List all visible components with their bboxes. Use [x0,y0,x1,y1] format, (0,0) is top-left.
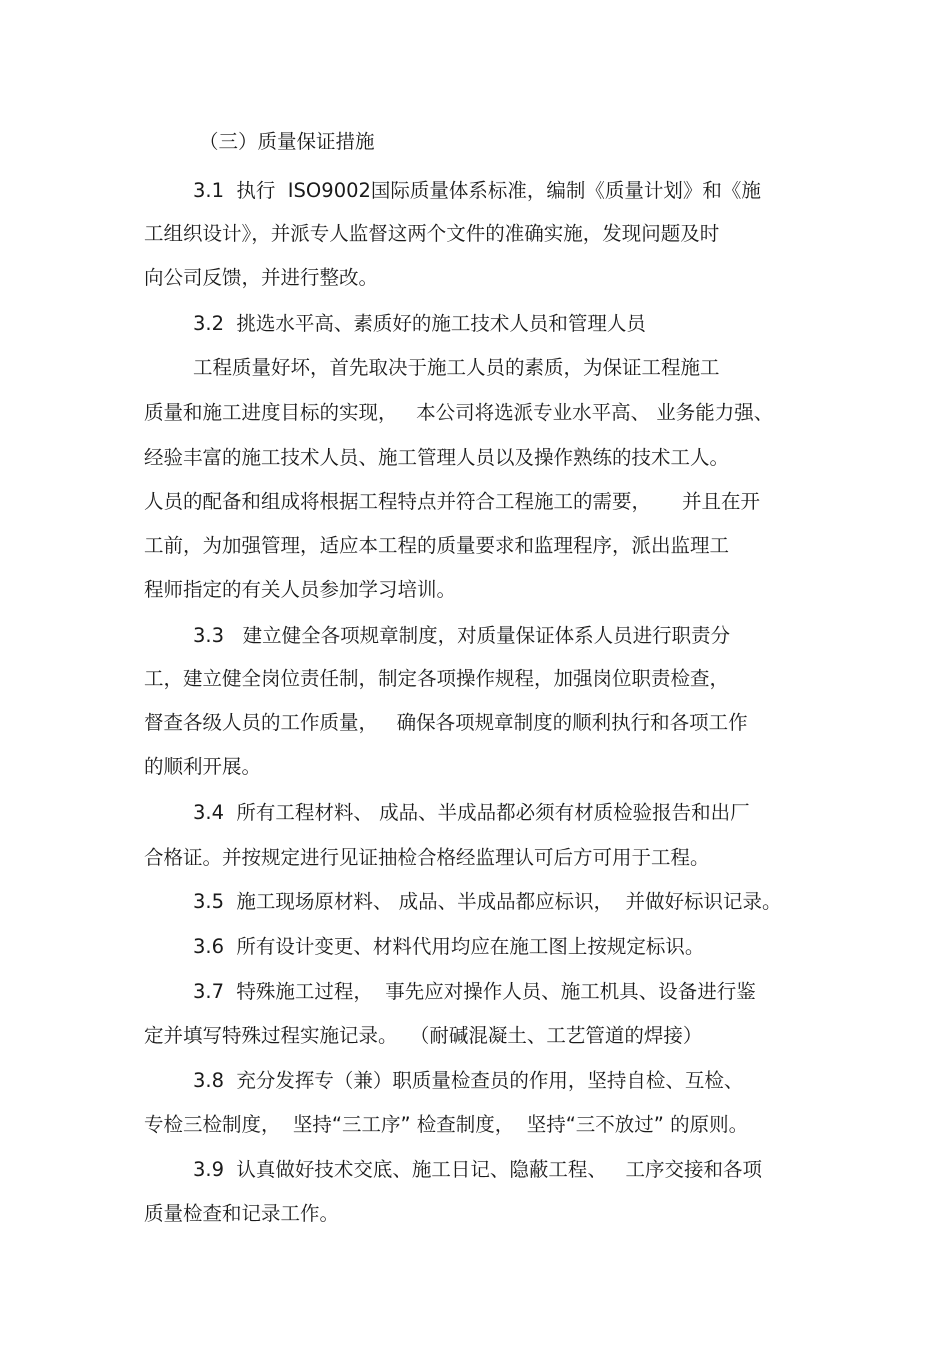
section-heading: （三）质量保证措施 [199,130,375,153]
paragraph-line: 定并填写特殊过程实施记录。 （耐碱混凝土、工艺管道的焊接） [144,1024,703,1047]
paragraph-line: 质量检查和记录工作。 [144,1202,340,1225]
paragraph-line: 3.7 特殊施工过程， 事先应对操作人员、施工机具、设备进行鉴 [193,980,756,1003]
paragraph-line: 3.3 建立健全各项规章制度，对质量保证体系人员进行职责分 [193,624,731,647]
paragraph-line: 专检三检制度， 坚持“三工序” 检查制度， 坚持“三不放过” 的原则。 [144,1113,749,1136]
paragraph-line: 工前，为加强管理，适应本工程的质量要求和监理程序，派出监理工 [144,534,730,557]
paragraph-line: 3.9 认真做好技术交底、施工日记、隐蔽工程、 工序交接和各项 [193,1158,763,1181]
paragraph-line: 程师指定的有关人员参加学习培训。 [144,578,457,601]
paragraph-line: 督查各级人员的工作质量， 确保各项规章制度的顺利执行和各项工作 [144,711,748,734]
paragraph-line: 3.8 充分发挥专（兼）职质量检查员的作用，坚持自检、互检、 [193,1069,744,1092]
paragraph-line: 工，建立健全岗位责任制，制定各项操作规程，加强岗位职责检查， [144,667,730,690]
paragraph-line: 向公司反馈，并进行整改。 [144,266,379,289]
paragraph-line: 工程质量好坏，首先取决于施工人员的素质，为保证工程施工 [193,356,720,379]
paragraph-line: 3.4 所有工程材料、 成品、半成品都必须有材质检验报告和出厂 [193,801,750,824]
paragraph-line: 3.2 挑选水平高、素质好的施工技术人员和管理人员 [193,312,646,335]
paragraph-line: 3.5 施工现场原材料、 成品、半成品都应标识， 并做好标识记录。 [193,890,782,913]
paragraph-line: 工组织设计》，并派专人监督这两个文件的准确实施，发现问题及时 [144,222,720,245]
paragraph-line: 的顺利开展。 [144,755,262,778]
paragraph-line: 合格证。并按规定进行见证抽检合格经监理认可后方可用于工程。 [144,846,710,869]
paragraph-line: 质量和施工进度目标的实现， 本公司将选派专业水平高、 业务能力强、 [144,401,774,424]
paragraph-line: 经验丰富的施工技术人员、施工管理人员以及操作熟练的技术工人。 [144,446,730,469]
paragraph-line: 3.6 所有设计变更、材料代用均应在施工图上按规定标识。 [193,935,705,958]
paragraph-line: 人员的配备和组成将根据工程特点并符合工程施工的需要， 并且在开 [144,490,760,513]
paragraph-line: 3.1 执行 ISO9002国际质量体系标准，编制《质量计划》和《施 [193,179,761,202]
